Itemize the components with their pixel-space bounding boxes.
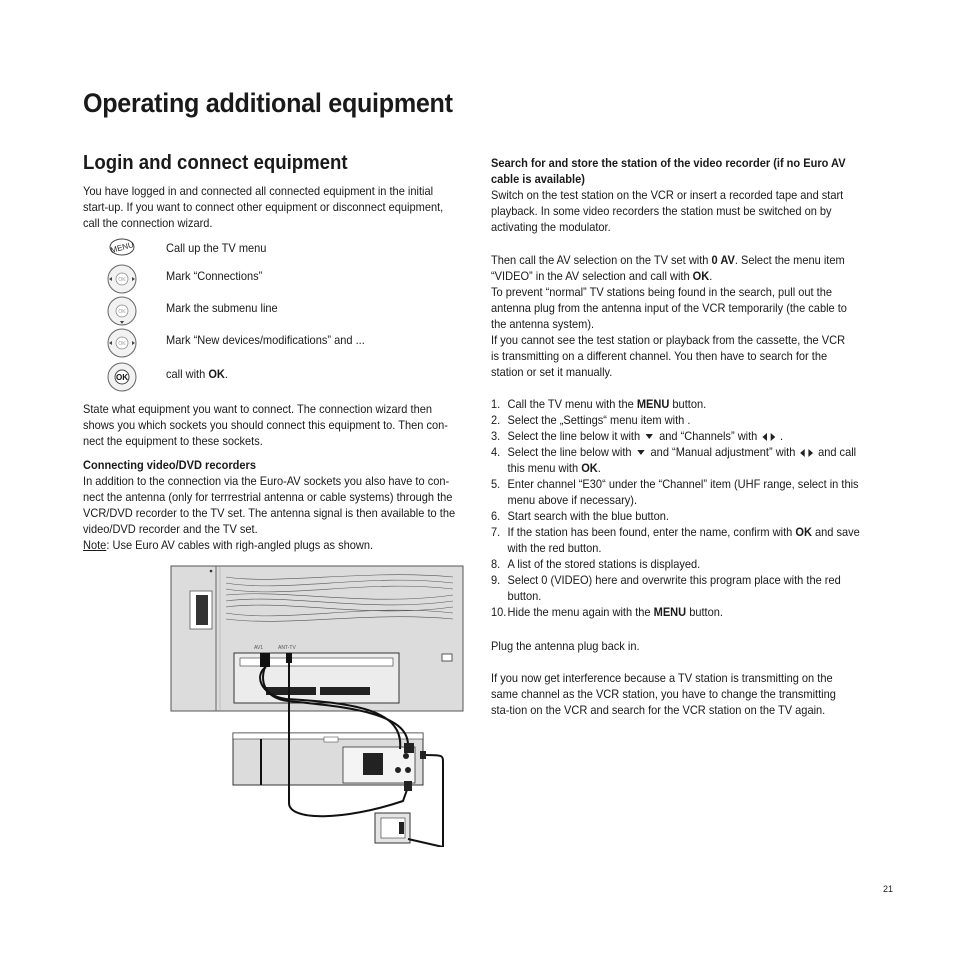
arrow-down-icon: [646, 434, 653, 439]
vcr-paragraph-2: Then call the AV selection on the TV set with 0 AV. Select the menu item “VIDEO” in the AV selection and call with OK.: [491, 253, 845, 283]
list-item: 8. A list of the stored stations is displayed.: [491, 557, 701, 571]
step-connections: [105, 264, 475, 294]
list-item: 1. Call the TV menu with the MENU button.: [491, 397, 707, 411]
page-number: 21: [883, 884, 894, 894]
vcr-search-heading: Search for and store the station of the video recorder (if no Euro AV cable is available): [491, 156, 846, 186]
svg-text:OK: OK: [118, 277, 126, 283]
svg-text:ANT-TV: ANT-TV: [278, 645, 296, 651]
arrow-right-icon: [809, 449, 814, 457]
step-submenu: [105, 296, 475, 326]
step-new-devices: [105, 328, 475, 358]
list-item: 10. Hide the menu again with the MENU button.: [491, 605, 723, 619]
intro-paragraph: You have logged in and connected all connected equipment in the initial start-up. If you want to connect other equipment or disconnect equipment, call the connection wizard.: [83, 184, 444, 230]
arrow-right-icon: [771, 433, 776, 441]
list-item: 5. Enter channel “E30“ under the “Channel” item (UHF range, select in this menu above if necessary).: [491, 477, 859, 507]
list-item: 4. Select the line below with and “Manual adjustment” with and call this menu with OK.: [491, 445, 857, 475]
page-title: Operating additional equipment: [83, 88, 453, 118]
step-text: Call up the TV menu: [166, 241, 267, 255]
svg-text:MENU: MENU: [109, 240, 135, 255]
svg-text:OK: OK: [116, 373, 128, 382]
step-text: call with OK.: [166, 367, 228, 381]
list-item: 7. If the station has been found, enter the name, confirm with OK and save with the red button.: [491, 525, 860, 555]
arrow-left-icon: [762, 433, 767, 441]
vcr-paragraph-5: Plug the antenna plug back in.: [491, 639, 640, 653]
vcr-steps-list: [491, 396, 870, 620]
video-section: [83, 457, 456, 553]
list-item: 6. Start search with the blue button.: [491, 509, 669, 523]
video-paragraph: In addition to the connection via the Euro-AV sockets you also have to con-nect the antenna (only for terrrestrial antenna or cable systems) through the VCR/DVD recorder to the TV set. The antenna signal is then available to the video/DVD recorder and the TV set.: [83, 474, 456, 536]
arrow-left-icon: [800, 449, 805, 457]
list-item: 3. Select the line below it with and “Channels” with .: [491, 429, 784, 443]
section-title: Login and connect equipment: [83, 152, 348, 174]
vcr-paragraph-6: If you now get interference because a TV station is transmitting on the same channel as the VCR station, you have to change the transmitting sta-tion on the VCR and search for the VCR station on the TV again.: [491, 671, 836, 717]
step-text: Mark “New devices/modifications” and ...: [166, 333, 365, 347]
step-ok: [105, 362, 475, 392]
vcr-paragraph-4: If you cannot see the test station or playback from the cassette, the VCR is transmitting on a different channel. You then have to search for the station or set it manually.: [491, 333, 846, 379]
ok-button-icon: [105, 362, 139, 396]
arrow-down-icon: [637, 450, 644, 455]
navigation-pad-icon: [105, 328, 139, 362]
vcr-paragraph-3: To prevent “normal” TV stations being found in the search, pull out the antenna plug from the antenna input of the VCR temporarily (the cable to the antenna system).: [491, 285, 847, 331]
step-text: Mark the submenu line: [166, 301, 278, 315]
navigation-pad-icon: [105, 296, 139, 330]
video-heading: Connecting video/DVD recorders: [83, 458, 257, 472]
vcr-paragraph-1: Switch on the test station on the VCR or insert a recorded tape and start playback. In some video recorders the station must be switched on by activating the modulator.: [491, 188, 844, 234]
svg-text:OK: OK: [118, 309, 126, 315]
svg-text:AV1: AV1: [254, 645, 264, 651]
note-line: Note: Use Euro AV cables with righ-angled plugs as shown.: [83, 538, 374, 552]
list-item: 9. Select 0 (VIDEO) here and overwrite this program place with the red button.: [491, 573, 841, 603]
navigation-pad-icon: [105, 264, 139, 298]
connection-diagram: [168, 563, 468, 847]
list-item: 2. Select the „Settings“ menu item with .: [491, 413, 691, 427]
step-menu: [105, 236, 475, 266]
step-text: Mark “Connections”: [166, 269, 263, 283]
wizard-paragraph: State what equipment you want to connect. The connection wizard then shows you which sockets you should connect this equipment to. Then con-nect the equipment to these sockets.: [83, 402, 448, 448]
svg-text:OK: OK: [118, 341, 126, 347]
